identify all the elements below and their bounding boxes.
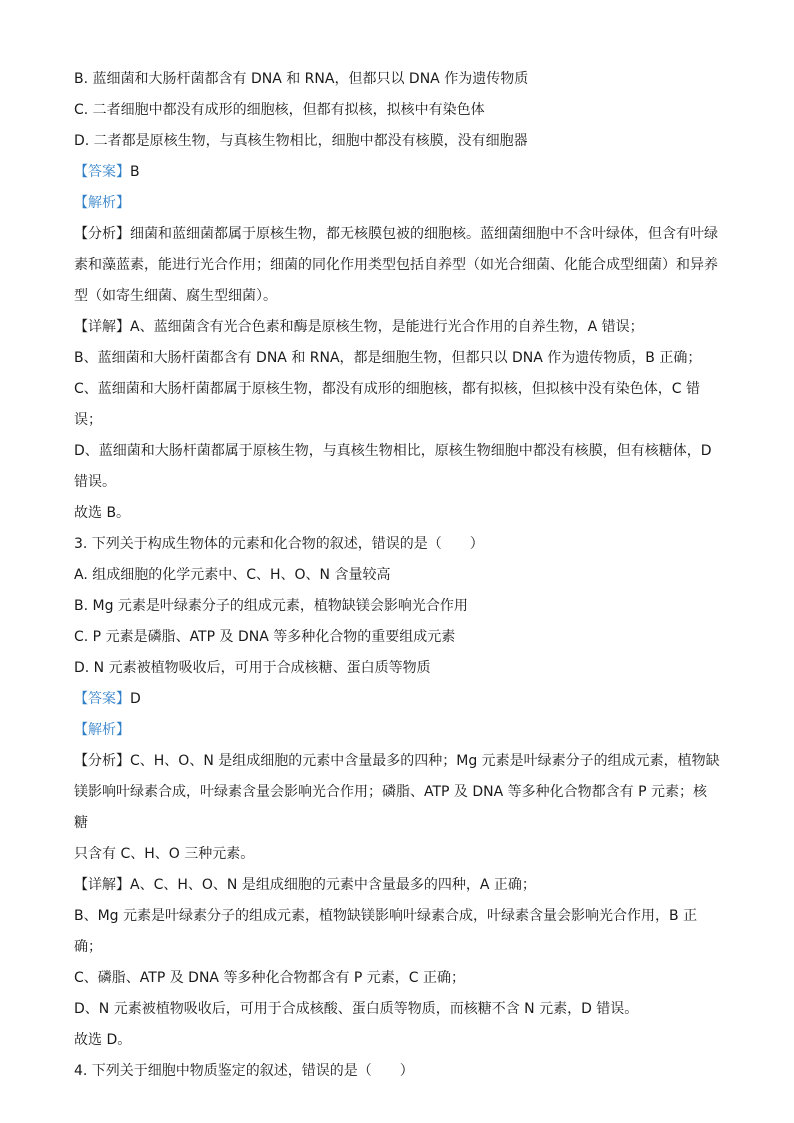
q2-analysis-line-1 [74, 219, 720, 250]
q2-detail-line-1 [74, 312, 720, 343]
analysis-tag: 【分析】 [74, 753, 130, 769]
q3-detail-line-3: C、磷脂、ATP 及 DNA 等多种化合物都含有 P 元素，C 正确； [74, 970, 466, 986]
detail-tag: 【详解】 [74, 319, 130, 335]
q3-analysis-line-1 [74, 746, 720, 777]
q2-option-c: C. 二者细胞中都没有成形的细胞核，但都有拟核，拟核中有染色体 [74, 102, 485, 118]
q3-detail-line-4: D、N 元素被植物吸收后，可用于合成核酸、蛋白质等物质，而核糖不含 N 元素，D 错误。 [74, 1001, 639, 1017]
analysis-text: C、H、O、N 是组成细胞的元素中含量最多的四种；Mg 元素是叶绿素分子的组成元素，植物缺 [130, 753, 720, 769]
explain-tag: 【解析】 [74, 722, 130, 738]
page-content [74, 64, 720, 1087]
q3-stem: 3. 下列关于构成生物体的元素和化合物的叙述，错误的是（ ） [74, 536, 484, 552]
q3-analysis-line-2: 镁影响叶绿素合成，叶绿素含量会影响光合作用；磷脂、ATP 及 DNA 等多种化合物都含有 P 元素；核糖 [74, 784, 708, 831]
q2-options [74, 64, 720, 1087]
q2-option-b: B. 蓝细菌和大肠杆菌都含有 DNA 和 RNA，但都只以 DNA 作为遗传物质 [74, 71, 529, 87]
q3-detail-line-5: 故选 D。 [74, 1032, 132, 1048]
analysis-text: 细菌和蓝细菌都属于原核生物，都无核膜包被的细胞核。蓝细菌细胞中不含叶绿体，但含有叶绿 [130, 226, 718, 242]
answer-value: D [130, 691, 141, 707]
q2-detail-line-2: B、蓝细菌和大肠杆菌都含有 DNA 和 RNA，都是细胞生物，但都只以 DNA 作为遗传物质，B 正确； [74, 350, 702, 366]
q4-stem: 4. 下列关于细胞中物质鉴定的叙述，错误的是（ ） [74, 1063, 414, 1079]
q2-analysis-line-2: 素和藻蓝素，能进行光合作用；细菌的同化作用类型包括自养型（如光合细菌、化能合成型细菌）和异养 [74, 257, 718, 273]
q3-option-c: C. P 元素是磷脂、ATP 及 DNA 等多种化合物的重要组成元素 [74, 629, 456, 645]
q2-explain-heading [74, 188, 720, 219]
q2-analysis-line-3: 型（如寄生细菌、腐生型细菌）。 [74, 288, 277, 304]
q3-option-a: A. 组成细胞的化学元素中、C、H、O、N 含量较高 [74, 567, 391, 583]
q3-option-d: D. N 元素被植物吸收后，可用于合成核糖、蛋白质等物质 [74, 660, 431, 676]
q2-detail-line-7: 故选 B。 [74, 505, 131, 521]
q2-detail-line-4: 误； [74, 412, 102, 428]
q3-explain-heading [74, 715, 720, 746]
q2-answer [74, 157, 720, 188]
q3-answer [74, 684, 720, 715]
answer-tag: 【答案】 [74, 164, 130, 180]
analysis-tag: 【分析】 [74, 226, 130, 242]
detail-text: A、C、H、O、N 是组成细胞的元素中含量最多的四种，A 正确； [130, 877, 536, 893]
answer-value: B [130, 164, 140, 180]
q2-option-d: D. 二者都是原核生物，与真核生物相比，细胞中都没有核膜，没有细胞器 [74, 133, 528, 149]
q3-option-b: B. Mg 元素是叶绿素分子的组成元素，植物缺镁会影响光合作用 [74, 598, 468, 614]
q3-analysis-line-3: 只含有 C、H、O 三种元素。 [74, 846, 255, 862]
q2-detail-line-6: 错误。 [74, 474, 116, 490]
explain-tag: 【解析】 [74, 195, 130, 211]
q3-detail-line-1 [74, 870, 720, 901]
q2-detail-line-5: D、蓝细菌和大肠杆菌都属于原核生物，与真核生物相比，原核生物细胞中都没有核膜，但有核糖体，D [74, 443, 712, 459]
detail-text: A、蓝细菌含有光合色素和酶是原核生物，是能进行光合作用的自养生物，A 错误； [130, 319, 644, 335]
answer-tag: 【答案】 [74, 691, 130, 707]
detail-tag: 【详解】 [74, 877, 130, 893]
q2-detail-line-3: C、蓝细菌和大肠杆菌都属于原核生物，都没有成形的细胞核，都有拟核，但拟核中没有染色体，C 错 [74, 381, 700, 397]
q3-detail-line-2: B、Mg 元素是叶绿素分子的组成元素，植物缺镁影响叶绿素合成，叶绿素含量会影响光合作用，B 正确； [74, 908, 698, 955]
